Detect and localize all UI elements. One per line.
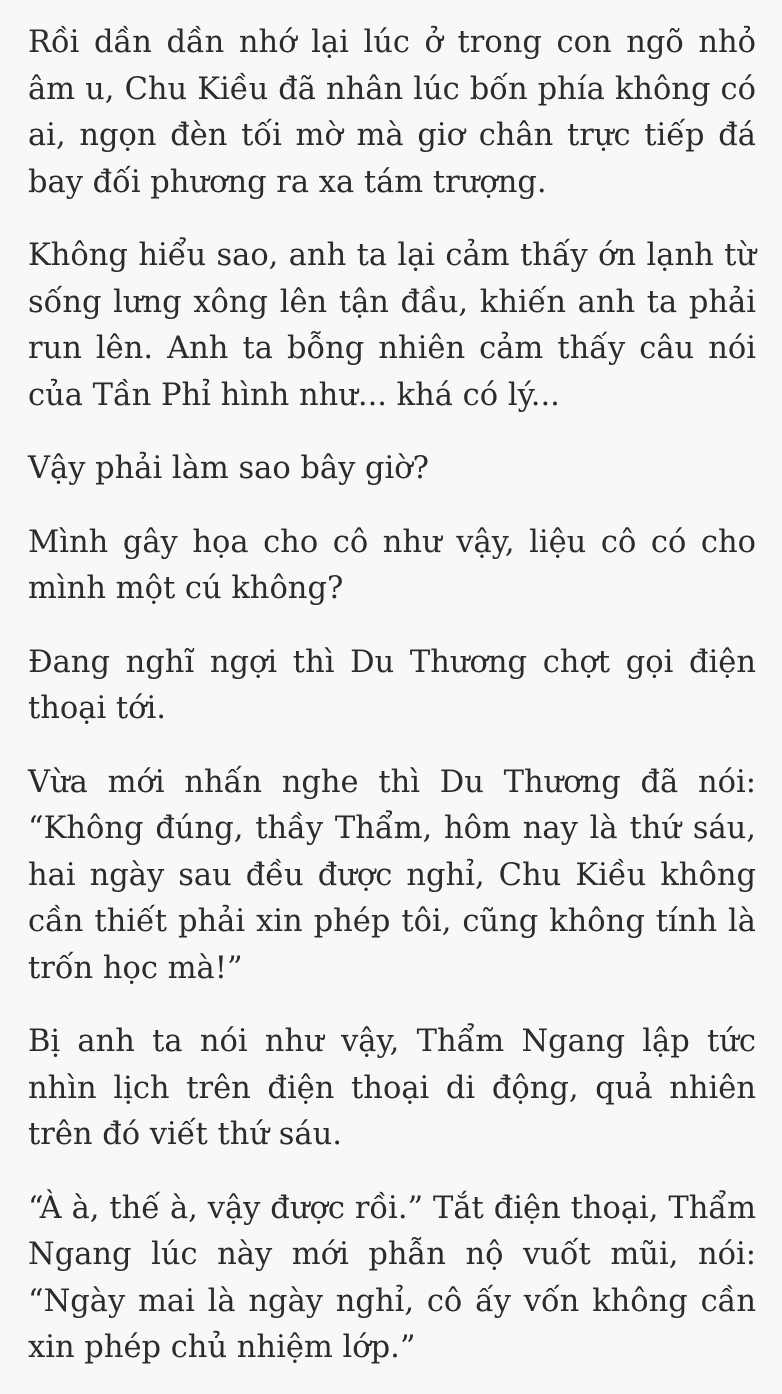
paragraph-2: Không hiểu sao, anh ta lại cảm thấy ớn lạnh từ sống lưng xông lên tận đầu, khiến anh ta phải run lên. Anh ta bỗng nhiên cảm thấy câu nói của Tần Phỉ hình như... khá có lý... [28,238,756,413]
paragraph-8: “À à, thế à, vậy được rồi.” Tắt điện thoại, Thẩm Ngang lúc này mới phẫn nộ vuốt mũi, nói: “Ngày mai là ngày nghỉ, cô ấy vốn không cần xin phép chủ nhiệm lớp.” [28,1190,756,1365]
paragraph-4: Mình gây họa cho cô như vậy, liệu cô có cho mình một cú không? [28,524,756,606]
paragraph-3: Vậy phải làm sao bây giờ? [28,451,430,486]
paragraph-6: Vừa mới nhấn nghe thì Du Thương đã nói: “Không đúng, thầy Thẩm, hôm nay là thứ sáu, hai ngày sau đều được nghỉ, Chu Kiều không cần thiết phải xin phép tôi, cũng không tính là trốn học mà!” [28,764,756,986]
paragraph-1: Rồi dần dần nhớ lại lúc ở trong con ngõ nhỏ âm u, Chu Kiều đã nhân lúc bốn phía không có ai, ngọn đèn tối mờ mà giơ chân trực tiếp đá bay đối phương ra xa tám trượng. [28,25,756,200]
paragraph-7: Bị anh ta nói như vậy, Thẩm Ngang lập tức nhìn lịch trên điện thoại di động, quả nhiên trên đó viết thứ sáu. [28,1024,756,1152]
paragraph-5: Đang nghĩ ngợi thì Du Thương chợt gọi điện thoại tới. [28,644,756,726]
